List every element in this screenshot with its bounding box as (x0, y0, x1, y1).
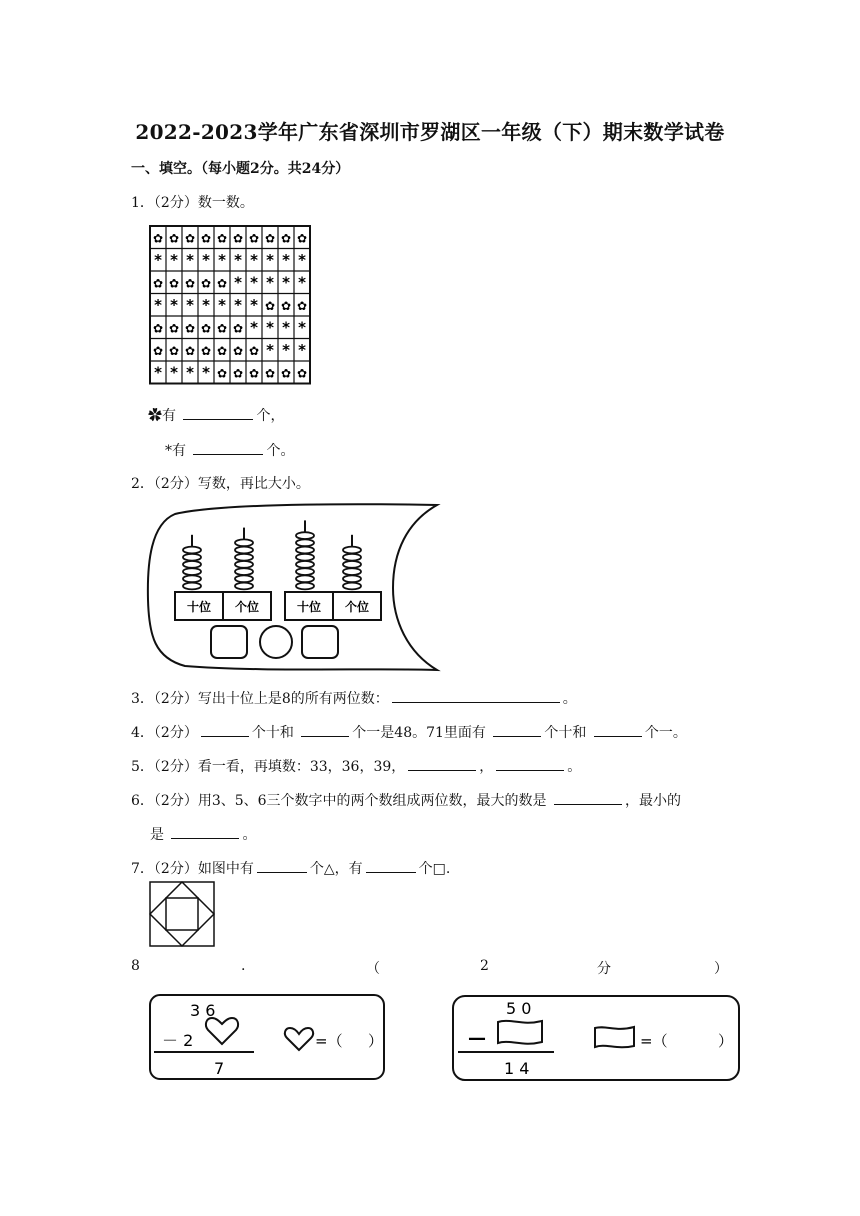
star-icon: * (202, 363, 210, 382)
star-icon: * (186, 250, 194, 269)
abacus-bead (343, 561, 361, 568)
star-icon: * (186, 295, 194, 314)
abacus-bead (183, 547, 201, 554)
abacus-bead (343, 554, 361, 561)
abacus-bead (183, 583, 201, 590)
svg-text:=（: =（ (315, 1032, 343, 1050)
flower-icon: ✿ (216, 366, 228, 381)
abacus-bead (296, 568, 314, 575)
answer-blank-q6-min[interactable] (171, 824, 239, 839)
star-icon: * (154, 295, 162, 314)
flower-icon: ✿ (216, 231, 228, 246)
flower-icon: ✿ (232, 321, 244, 336)
flower-icon: ✿ (168, 276, 180, 291)
flower-icon: ✿ (248, 343, 260, 358)
star-icon: * (250, 250, 258, 269)
star-icon: * (266, 273, 274, 292)
star-icon: * (266, 340, 274, 359)
abacus-bead (235, 568, 253, 575)
heart-icon (285, 1028, 313, 1050)
star-icon: * (282, 273, 290, 292)
question-8-points: 2 (480, 958, 489, 974)
page-title: 2022-2023学年广东省深圳市罗湖区一年级（下）期末数学试卷 (135, 120, 725, 144)
star-icon: * (298, 250, 306, 269)
label-ones-2: 个位 (344, 600, 370, 614)
flower-icon: ✿ (232, 231, 244, 246)
question-1-line-a: ✿有 个， (148, 405, 284, 425)
answer-blank-q4-2[interactable] (301, 722, 349, 737)
star-icon: * (250, 273, 258, 292)
flower-icon: ✿ (168, 321, 180, 336)
flower-icon: ✿ (216, 276, 228, 291)
abacus-bead (235, 583, 253, 590)
answer-blank-q6-max[interactable] (554, 790, 622, 805)
abacus-bead (296, 561, 314, 568)
flower-icon: ✿ (168, 343, 180, 358)
star-icon: * (170, 295, 178, 314)
abacus-bead (296, 532, 314, 539)
shapes-figure (148, 880, 218, 950)
flower-icon: ✿ (232, 343, 244, 358)
star-icon: * (282, 340, 290, 359)
flower-icon: ✿ (200, 321, 212, 336)
star-icon: * (234, 250, 242, 269)
answer-blank-q5-1[interactable] (408, 756, 476, 771)
svg-text:5 0: 5 0 (506, 999, 532, 1018)
flower-icon: ✿ (216, 343, 228, 358)
compare-circle[interactable] (260, 626, 292, 658)
subtraction-card-left (148, 992, 388, 1084)
abacus-bead (296, 575, 314, 582)
flower-icon: ✿ (280, 366, 292, 381)
flower-icon: ✿ (184, 343, 196, 358)
abacus-bead (296, 554, 314, 561)
flower-icon: ✿ (296, 298, 308, 313)
star-icon: * (218, 295, 226, 314)
flower-icon: ✿ (168, 231, 180, 246)
label-tens-2: 十位 (296, 600, 322, 614)
abacus-bead (183, 568, 201, 575)
question-4: 4．（2分） 个十和 个一是48。71里面有 个十和 个一。 (131, 722, 687, 742)
flower-icon: ✿ (248, 366, 260, 381)
star-icon: * (282, 318, 290, 337)
answer-box-left[interactable] (211, 626, 247, 658)
flower-icon: ✿ (296, 366, 308, 381)
question-1-line-b: *有 个。 (165, 440, 294, 460)
svg-text:7: 7 (214, 1059, 225, 1078)
star-icon: * (154, 250, 162, 269)
question-3: 3．（2分）写出十位上是8的所有两位数： 。 (131, 688, 577, 708)
flower-icon: ✿ (184, 276, 196, 291)
question-7: 7．（2分）如图中有 个△，有 个□. (131, 858, 450, 878)
flower-icon: ✿ (200, 343, 212, 358)
star-icon: * (266, 250, 274, 269)
abacus-bead (296, 547, 314, 554)
flower-icon: ✿ (184, 321, 196, 336)
flower-icon: ✿ (264, 298, 276, 313)
answer-blank-squares[interactable] (366, 858, 416, 873)
question-8-number: 8 (131, 958, 140, 974)
flower-icon: ✿ (152, 276, 164, 291)
flower-icon: ✿ (280, 298, 292, 313)
star-icon: * (298, 273, 306, 292)
star-icon: * (234, 273, 242, 292)
answer-box-right[interactable] (302, 626, 338, 658)
star-icon: * (154, 363, 162, 382)
flower-icon: ✿ (148, 408, 162, 424)
subtraction-card-right (450, 992, 744, 1084)
abacus-bead (235, 547, 253, 554)
flag-box-icon (498, 1021, 542, 1044)
svg-text:—: — (468, 1028, 486, 1049)
answer-blank-q4-4[interactable] (594, 722, 642, 737)
question-1-text: 1．（2分）数一数。 (131, 195, 254, 211)
star-icon: * (202, 295, 210, 314)
abacus-bead (235, 575, 253, 582)
star-icon: * (186, 363, 194, 382)
answer-blank-flowers[interactable] (183, 405, 253, 420)
flower-icon: ✿ (248, 231, 260, 246)
heart-icon (206, 1018, 238, 1044)
answer-blank-triangles[interactable] (257, 858, 307, 873)
svg-text:）: ） (718, 1032, 734, 1050)
star-icon: * (266, 318, 274, 337)
abacus-bead (343, 568, 361, 575)
flower-icon: ✿ (264, 366, 276, 381)
answer-blank-q3[interactable] (392, 688, 560, 703)
flower-icon: ✿ (296, 231, 308, 246)
star-icon: * (170, 250, 178, 269)
star-icon: * (282, 250, 290, 269)
abacus-bead (235, 539, 253, 546)
abacus-bead (235, 554, 253, 561)
flower-icon: ✿ (152, 343, 164, 358)
answer-blank-q4-3[interactable] (493, 722, 541, 737)
abacus-bead (343, 547, 361, 554)
label-tens-1: 十位 (186, 600, 212, 614)
question-6-line-2: 是 。 (150, 824, 256, 844)
abacus-bead (343, 575, 361, 582)
abacus-bead (343, 583, 361, 590)
label-ones-1: 个位 (234, 600, 260, 614)
abacus-bead (183, 554, 201, 561)
section-heading: 一、填空。（每小题2分。共24分） (131, 161, 350, 177)
flower-icon: ✿ (216, 321, 228, 336)
flower-icon: ✿ (280, 231, 292, 246)
abacus-bead (183, 575, 201, 582)
flower-icon: ✿ (152, 231, 164, 246)
flower-icon: ✿ (200, 231, 212, 246)
answer-blank-q4-1[interactable] (201, 722, 249, 737)
star-icon: * (298, 340, 306, 359)
count-grid-figure (148, 224, 318, 386)
abacus-bead (296, 539, 314, 546)
svg-text:－ 2: － 2 (162, 1031, 194, 1050)
answer-blank-q5-2[interactable] (496, 756, 564, 771)
abacus-bead (235, 561, 253, 568)
question-6-line-1: 6．（2分）用3、5、6三个数字中的两个数组成两位数，最大的数是 ，最小的 (131, 790, 681, 810)
svg-text:）: ） (368, 1032, 384, 1050)
svg-text:1 4: 1 4 (504, 1059, 530, 1078)
star-icon: * (298, 318, 306, 337)
star-icon: * (202, 250, 210, 269)
question-2-text: 2．（2分）写数，再比大小。 (131, 476, 310, 492)
star-icon: * (170, 363, 178, 382)
flower-icon: ✿ (184, 231, 196, 246)
star-icon: * (234, 295, 242, 314)
star-icon: * (250, 295, 258, 314)
flower-icon: ✿ (232, 366, 244, 381)
answer-blank-stars[interactable] (193, 440, 263, 455)
abacus-bead (183, 561, 201, 568)
star-icon: * (250, 318, 258, 337)
svg-text:=（: =（ (640, 1032, 668, 1050)
flower-icon: ✿ (264, 231, 276, 246)
flower-icon: ✿ (152, 321, 164, 336)
abacus-bead (296, 583, 314, 590)
svg-text:3 6: 3 6 (190, 1001, 216, 1020)
abacus-figure (145, 502, 445, 674)
star-icon: * (218, 250, 226, 269)
question-5: 5．（2分）看一看，再填数：33，36，39， ， 。 (131, 756, 581, 776)
flower-icon: ✿ (200, 276, 212, 291)
flag-box-icon (595, 1027, 634, 1047)
